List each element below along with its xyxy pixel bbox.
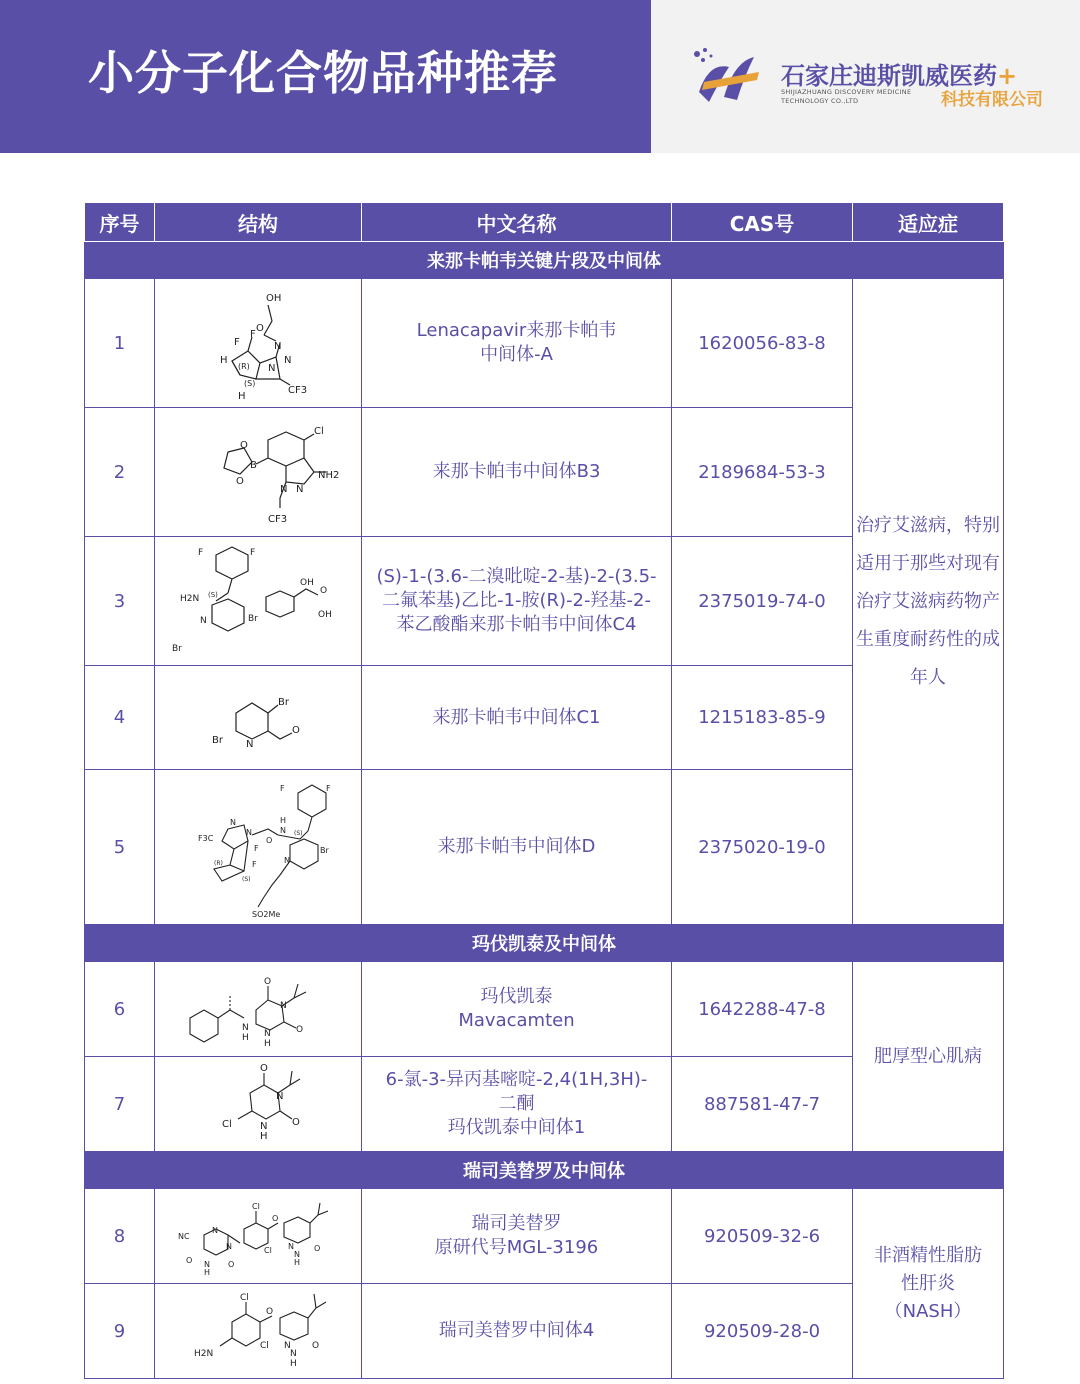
svg-text:H: H <box>242 1033 249 1043</box>
svg-text:N: N <box>284 1341 291 1351</box>
page-title: 小分子化合物品种推荐 <box>88 46 558 100</box>
svg-text:(S): (S) <box>244 379 256 388</box>
lenacapavir-intermediate-d-structure <box>168 773 348 921</box>
svg-text:N: N <box>284 355 292 366</box>
svg-text:H: H <box>204 1268 211 1277</box>
col-header-cas: CAS号 <box>672 203 853 242</box>
svg-text:SO2Me: SO2Me <box>252 910 281 919</box>
svg-text:N: N <box>260 1121 268 1132</box>
svg-text:H: H <box>294 1258 301 1267</box>
svg-text:H2N: H2N <box>180 594 200 604</box>
svg-text:Cl: Cl <box>314 426 324 437</box>
svg-text:O: O <box>312 1341 320 1351</box>
svg-text:F: F <box>254 844 259 853</box>
structure-cell <box>155 279 362 408</box>
svg-text:F: F <box>252 860 257 869</box>
svg-text:F: F <box>326 784 331 793</box>
row-no: 2 <box>85 408 155 537</box>
svg-text:(S): (S) <box>242 876 251 883</box>
svg-text:O: O <box>292 1117 300 1128</box>
svg-text:N: N <box>230 818 236 827</box>
svg-text:N: N <box>280 1001 287 1011</box>
svg-text:O: O <box>260 1063 268 1074</box>
col-header-indication: 适应症 <box>853 203 1004 242</box>
svg-text:N: N <box>296 484 304 495</box>
structure-cell <box>155 1189 362 1284</box>
structure-cell <box>155 666 362 770</box>
svg-text:N: N <box>280 484 288 495</box>
row-no: 6 <box>85 962 155 1057</box>
svg-text:O: O <box>256 323 264 334</box>
structure-cell <box>155 1284 362 1379</box>
svg-text:N: N <box>284 856 290 865</box>
svg-text:N: N <box>246 828 252 837</box>
compound-name: (S)-1-(3.6-二溴吡啶-2-基)-2-(3.5- 二氟苯基)乙比-1-胺(R)-2-羟基-2- 苯乙酸酯来那卡帕韦中间体C4 <box>362 537 672 666</box>
product-table <box>84 202 1004 1379</box>
svg-text:N: N <box>242 1023 249 1033</box>
svg-text:O: O <box>266 836 273 845</box>
section-title: 玛伐凯泰及中间体 <box>85 925 1004 962</box>
logo-mark-icon <box>689 42 769 110</box>
indication-cell: 治疗艾滋病，特别适用于那些对现有治疗艾滋病药物产生重度耐药性的成年人 <box>853 279 1004 925</box>
resmetirom-intermediate-4-structure <box>168 1286 348 1376</box>
svg-text:(R): (R) <box>238 362 250 371</box>
compound-name: 瑞司美替罗 原研代号MGL-3196 <box>362 1189 672 1284</box>
chloro-isopropyl-uracil-structure <box>168 1061 348 1147</box>
structure-cell <box>155 537 362 666</box>
svg-text:N: N <box>268 363 276 374</box>
row-no: 8 <box>85 1189 155 1284</box>
svg-text:Br: Br <box>278 696 289 708</box>
svg-text:Br: Br <box>212 734 223 746</box>
structure-cell <box>155 770 362 925</box>
svg-text:N: N <box>212 1226 218 1235</box>
svg-text:O: O <box>266 1307 274 1317</box>
svg-text:O: O <box>240 440 248 451</box>
svg-text:N: N <box>274 341 282 352</box>
table-row <box>85 279 1004 408</box>
section-header-lenacapavir <box>85 242 1004 279</box>
svg-text:Br: Br <box>248 614 258 624</box>
indazole-boronate-structure <box>168 412 348 532</box>
table-row <box>85 962 1004 1057</box>
svg-text:N: N <box>276 1091 284 1102</box>
svg-text:Br: Br <box>172 644 182 654</box>
row-no: 5 <box>85 770 155 925</box>
cas-number: 2189684-53-3 <box>672 408 853 537</box>
svg-text:H: H <box>238 391 246 402</box>
cas-number: 2375020-19-0 <box>672 770 853 925</box>
logo-english-line1: SHIJIAZHUANG DISCOVERY MEDICINE <box>781 88 912 96</box>
indication-cell: 肥厚型心肌病 <box>853 962 1004 1152</box>
svg-text:Br: Br <box>320 846 329 855</box>
svg-text:N: N <box>264 1029 271 1039</box>
section-header-mavacamten <box>85 925 1004 962</box>
svg-text:OH: OH <box>318 610 332 620</box>
table-row <box>85 1189 1004 1284</box>
compound-name: 瑞司美替罗中间体4 <box>362 1284 672 1379</box>
dibromopyridine-amine-salt-structure <box>168 541 348 661</box>
svg-text:O: O <box>264 977 272 987</box>
svg-text:O: O <box>228 1260 235 1269</box>
svg-text:Cl: Cl <box>240 1293 249 1303</box>
col-header-name: 中文名称 <box>362 203 672 242</box>
svg-text:O: O <box>186 1256 193 1265</box>
cas-number: 887581-47-7 <box>672 1057 853 1152</box>
compound-name: Lenacapavir来那卡帕韦 中间体-A <box>362 279 672 408</box>
svg-text:H2N: H2N <box>194 1349 214 1359</box>
svg-text:O: O <box>272 1214 279 1223</box>
compound-name: 来那卡帕韦中间体B3 <box>362 408 672 537</box>
cas-number: 1620056-83-8 <box>672 279 853 408</box>
table-header-row <box>85 203 1004 242</box>
structure-cell <box>155 408 362 537</box>
row-no: 1 <box>85 279 155 408</box>
svg-text:O: O <box>292 724 300 736</box>
mavacamten-structure <box>168 966 348 1052</box>
svg-text:OH: OH <box>300 578 314 588</box>
svg-text:N: N <box>294 1250 300 1259</box>
compound-name: 6-氯-3-异丙基嘧啶-2,4(1H,3H)- 二酮 玛伐凯泰中间体1 <box>362 1057 672 1152</box>
svg-text:O: O <box>296 1025 304 1035</box>
svg-text:(R): (R) <box>214 860 223 867</box>
svg-text:H: H <box>220 355 228 366</box>
svg-text:OH: OH <box>266 293 282 304</box>
cas-number: 1215183-85-9 <box>672 666 853 770</box>
svg-text:N: N <box>226 1242 232 1251</box>
svg-text:O: O <box>236 476 244 487</box>
structure-cell <box>155 962 362 1057</box>
compound-name: 来那卡帕韦中间体D <box>362 770 672 925</box>
svg-text:N: N <box>204 1260 210 1269</box>
svg-text:F3C: F3C <box>198 834 214 843</box>
col-header-structure: 结构 <box>155 203 362 242</box>
logo-english-line2: TECHNOLOGY CO.,LTD <box>781 97 859 105</box>
cas-number: 920509-32-6 <box>672 1189 853 1284</box>
svg-text:Cl: Cl <box>222 1119 232 1130</box>
svg-text:O: O <box>314 1244 321 1253</box>
svg-text:Cl: Cl <box>260 1341 269 1351</box>
svg-text:H: H <box>290 1359 297 1369</box>
section-header-resmetirom <box>85 1152 1004 1189</box>
svg-text:F: F <box>280 784 285 793</box>
svg-text:N: N <box>280 826 286 835</box>
logo-chinese-name: 石家庄迪斯凯威医药 <box>781 62 997 90</box>
svg-text:F: F <box>250 548 256 558</box>
resmetirom-structure <box>168 1191 348 1281</box>
svg-text:(S): (S) <box>208 591 218 599</box>
indication-cell: 非酒精性脂肪 性肝炎 （NASH） <box>853 1189 1004 1379</box>
svg-text:NC: NC <box>178 1232 190 1241</box>
lenacapavir-intermediate-a-structure <box>168 283 348 403</box>
svg-text:F: F <box>250 329 256 340</box>
cas-number: 1642288-47-8 <box>672 962 853 1057</box>
logo-chinese-subname: 科技有限公司 <box>941 90 1043 110</box>
structure-cell <box>155 1057 362 1152</box>
svg-text:CF3: CF3 <box>268 514 288 525</box>
row-no: 7 <box>85 1057 155 1152</box>
svg-text:(S): (S) <box>294 830 303 837</box>
svg-text:B: B <box>250 460 257 471</box>
cas-number: 2375019-74-0 <box>672 537 853 666</box>
svg-text:NH2: NH2 <box>318 470 340 481</box>
compound-name: 来那卡帕韦中间体C1 <box>362 666 672 770</box>
compound-name: 玛伐凯泰 Mavacamten <box>362 962 672 1057</box>
svg-text:N: N <box>246 738 254 750</box>
section-title: 来那卡帕韦关键片段及中间体 <box>85 242 1004 279</box>
svg-text:CF3: CF3 <box>288 385 308 396</box>
header-banner <box>0 0 651 153</box>
svg-text:F: F <box>198 548 204 558</box>
dibromopyridine-aldehyde-structure <box>168 673 348 763</box>
logo-plus: + <box>997 62 1018 90</box>
svg-text:N: N <box>200 616 207 626</box>
row-no: 4 <box>85 666 155 770</box>
company-logo <box>651 0 1080 153</box>
svg-text:H: H <box>280 816 287 825</box>
cas-number: 920509-28-0 <box>672 1284 853 1379</box>
row-no: 3 <box>85 537 155 666</box>
svg-text:N: N <box>290 1349 297 1359</box>
svg-text:H: H <box>260 1131 268 1142</box>
svg-text:Cl: Cl <box>264 1246 272 1255</box>
row-no: 9 <box>85 1284 155 1379</box>
col-header-no: 序号 <box>85 203 155 242</box>
svg-text:N: N <box>288 1242 294 1251</box>
svg-text:F: F <box>234 337 240 348</box>
svg-text:O: O <box>320 586 328 596</box>
svg-text:H: H <box>264 1039 271 1049</box>
section-title: 瑞司美替罗及中间体 <box>85 1152 1004 1189</box>
svg-text:Cl: Cl <box>252 1202 260 1211</box>
